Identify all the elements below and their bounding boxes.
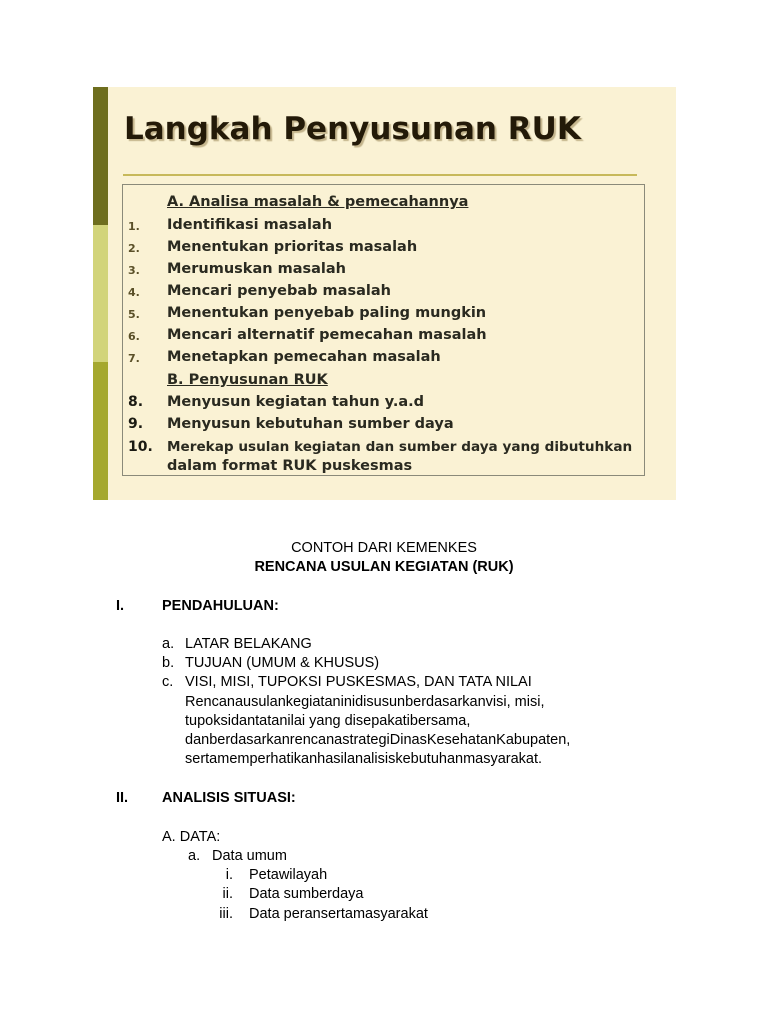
slide-accent-bar [93,225,108,362]
list-marker: c. [162,674,174,690]
step-number: 8. [128,394,144,410]
list-marker: i. [225,867,233,883]
paragraph-line: tupoksidantatanilai yang disepakatibersama, [185,713,471,729]
list-marker: ii. [222,886,233,902]
step-number: 5. [128,308,140,321]
doc-heading-title: RENCANA USULAN KEGIATAN (RUK) [254,559,514,575]
subsection-title: A. DATA: [162,829,221,845]
slide-image [93,87,676,500]
list-item: Data umum [212,848,287,864]
paragraph-line: Rencanausulankegiataninidisusunberdasarkanvisi, misi, [185,694,545,710]
step-number: 2. [128,242,140,255]
step-text: dalam format RUK puskesmas [167,458,413,474]
step-text: Mencari penyebab masalah [167,283,391,299]
step-text: Merumuskan masalah [167,261,346,277]
section-title: PENDAHULUAN: [162,598,279,614]
paragraph-line: sertamemperhatikanhasilanalisiskebutuhanmasyarakat. [185,751,543,767]
list-item: LATAR BELAKANG [185,636,312,652]
section-number: I. [116,598,125,614]
list-marker: b. [162,655,175,671]
section-title: ANALISIS SITUASI: [162,790,296,806]
section-b-heading: B. Penyusunan RUK [167,372,328,388]
list-item: VISI, MISI, TUPOKSI PUSKESMAS, DAN TATA NILAI [185,674,532,690]
list-item: Data peransertamasyarakat [249,906,428,922]
step-text: Mencari alternatif pemecahan masalah [167,327,487,343]
step-number: 1. [128,220,140,233]
step-number: 7. [128,352,140,365]
list-item: Petawilayah [249,867,328,883]
step-number: 6. [128,330,140,343]
step-text: Menentukan penyebab paling mungkin [167,305,487,321]
section-a-heading: A. Analisa masalah & pemecahannya [167,194,469,210]
slide-divider [123,174,637,176]
section-number: II. [116,790,129,806]
list-item: Data sumberdaya [249,886,364,902]
step-text: Merekap usulan kegiatan dan sumber daya yang dibutuhkan [167,439,633,455]
step-number: 9. [128,416,144,432]
step-text: Menentukan prioritas masalah [167,239,418,255]
step-text: Menyusun kebutuhan sumber daya [167,416,454,432]
step-text: Identifikasi masalah [167,217,333,233]
step-number: 4. [128,286,140,299]
list-item: TUJUAN (UMUM & KHUSUS) [185,655,380,671]
step-text: Menetapkan pemecahan masalah [167,349,441,365]
paragraph-line: danberdasarkanrencanastrategiDinasKesehatanKabupaten, [185,732,571,748]
slide-accent-bar [93,87,108,225]
doc-heading-source: CONTOH DARI KEMENKES [291,540,477,556]
slide-accent-bar [93,362,108,500]
list-marker: a. [188,848,201,864]
step-number: 3. [128,264,140,277]
list-marker: iii. [219,906,233,922]
list-marker: a. [162,636,175,652]
step-text: Menyusun kegiatan tahun y.a.d [167,394,425,410]
slide-title: Langkah Penyusunan RUK [124,111,581,147]
step-number: 10. [128,439,153,455]
